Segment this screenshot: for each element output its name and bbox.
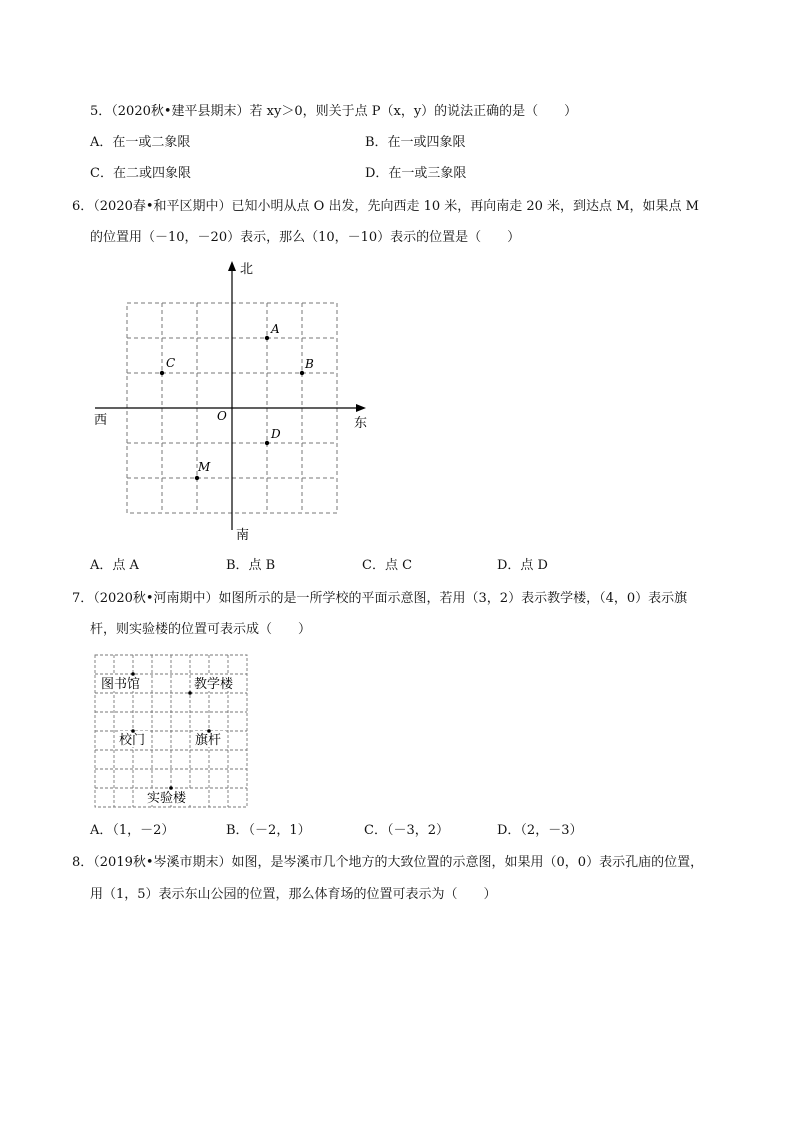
q8-stem-line2: 用（1，5）表示东山公园的位置，那么体育场的位置可表示为（ ） [90,887,497,902]
q7-flagpole-label: 旗杆 [195,733,222,748]
q6-option-a: A．点 A [90,558,139,573]
q7-flagpole-point [207,729,211,733]
q5-option-a: A．在一或二象限 [90,135,191,150]
q7-option-c: C．（－3，2） [364,823,449,838]
q7-stem-line2: 杆，则实验楼的位置可表示成（ ） [90,622,312,637]
arrow-up-icon [228,261,236,271]
q6-east-label: 东 [354,416,368,431]
q7-option-d: D．（2，－3） [497,823,583,838]
q6-option-d: D．点 D [497,558,548,573]
q6-option-b: B．点 B [226,558,276,573]
q7-stem-line1: 7．（2020秋•河南期中）如图所示的是一所学校的平面示意图，若用（3，2）表示教学楼，（4，0）表示旗 [72,591,688,606]
q6-origin-label: O [217,409,227,423]
q6-stem-line1: 6．（2020春•和平区期中）已知小明从点 O 出发，先向西走 10 米，再向南走 20 米，到达点 M，如果点 M [72,199,699,214]
arrow-right-icon [356,404,366,412]
q8-stem-line1: 8．（2019秋•岑溪市期末）如图，是岑溪市几个地方的大致位置的示意图，如果用（0，0）表示孔庙的位置， [72,855,704,870]
q6-north-label: 北 [240,262,254,277]
q6-point-c-label: C [166,356,176,370]
q6-point-d [265,441,269,445]
q6-point-m-label: M [198,460,211,474]
q6-point-b-label: B [305,357,314,371]
q6-option-c: C．点 C [362,558,413,573]
q5-option-c: C．在二或四象限 [90,166,191,181]
q6-south-label: 南 [236,528,250,543]
q7-option-a: A．（1，－2） [90,823,175,838]
q6-point-b [300,371,304,375]
q5-option-b: B．在一或四象限 [365,135,466,150]
q7-gate-point [131,729,135,733]
q7-gate-label: 校门 [119,733,146,748]
q7-library-label: 图书馆 [101,677,141,692]
q6-stem-line2: 的位置用（－10，－20）表示，那么（10，－10）表示的位置是（ ） [90,230,521,245]
q7-teaching-building-label: 教学楼 [194,677,234,692]
q5-stem: 5．（2020秋•建平县期末）若 xy＞0，则关于点 P（x，y）的说法正确的是（ ） [90,104,578,119]
q6-point-a [265,336,269,340]
q6-coordinate-diagram [90,255,380,550]
q7-lab-building-point [169,786,173,790]
q7-option-b: B．（－2，1） [226,823,311,838]
q7-school-map [94,653,250,809]
q5-option-d: D．在一或三象限 [365,166,467,181]
q7-library-point [131,672,135,676]
q6-west-label: 西 [94,413,108,428]
q6-point-d-label: D [271,427,281,441]
q6-point-c [160,371,164,375]
q6-point-m [195,476,199,480]
q7-teaching-building-point [188,691,192,695]
q6-point-a-label: A [271,322,280,336]
q7-lab-building-label: 实验楼 [147,791,187,806]
